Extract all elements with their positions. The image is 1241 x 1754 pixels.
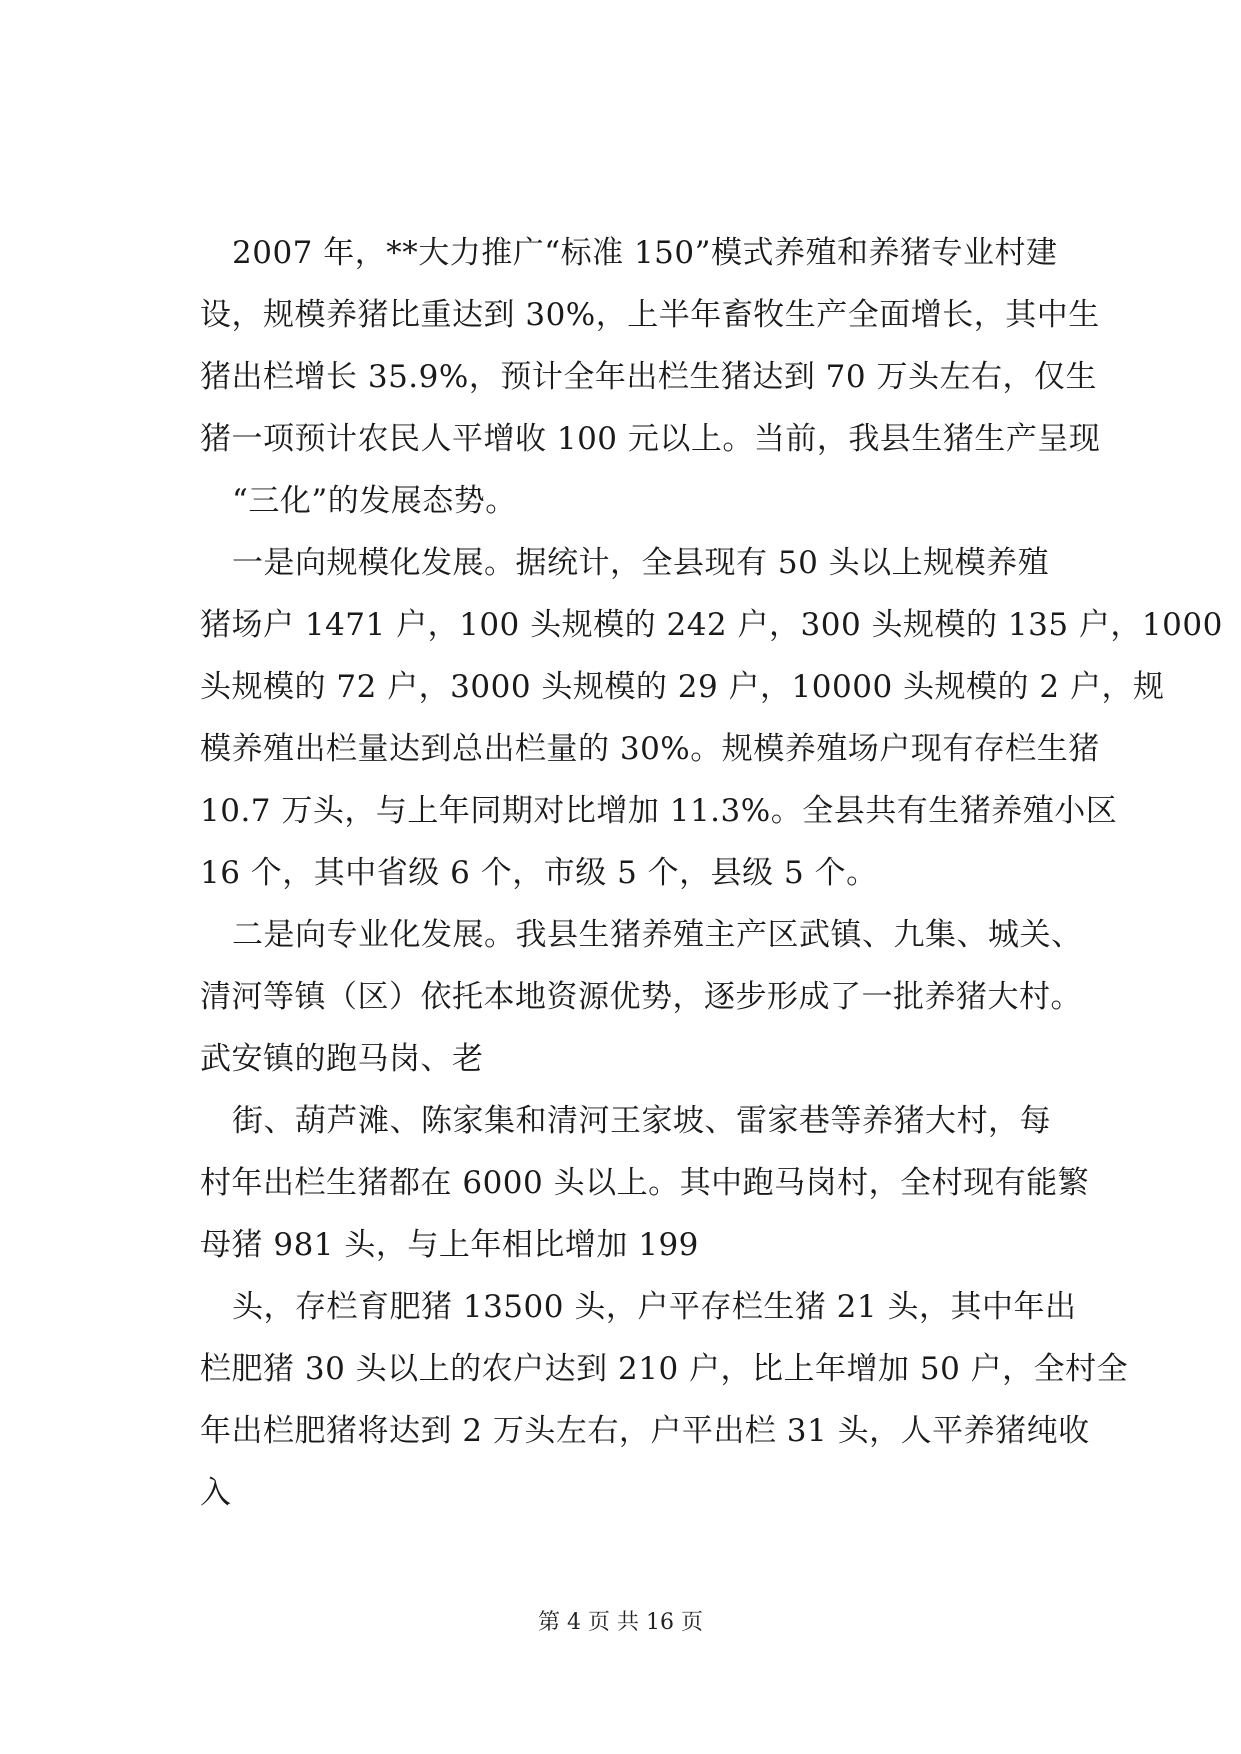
text-line: 栏肥猪 30 头以上的农户达到 210 户，比上年增加 50 户，全村全 xyxy=(200,1351,1129,1387)
text-line: 模养殖出栏量达到总出栏量的 30%。规模养殖场户现有存栏生猪 xyxy=(200,731,1100,767)
text-line: 猪出栏增长 35.9%，预计全年出栏生猪达到 70 万头左右，仅生 xyxy=(200,359,1097,395)
text-line: “三化”的发展态势。 xyxy=(232,483,517,519)
page-footer: 第 4 页 共 16 页 xyxy=(538,1610,703,1635)
text-line: 猪一项预计农民人平增收 100 元以上。当前，我县生猪生产呈现 xyxy=(200,421,1101,457)
text-line: 设，规模养猪比重达到 30%，上半年畜牧生产全面增长，其中生 xyxy=(200,297,1100,333)
text-line: 猪场户 1471 户，100 头规模的 242 户，300 头规模的 135 户，1000 xyxy=(200,607,1223,643)
text-line: 清河等镇（区）依托本地资源优势，逐步形成了一批养猪大村。 xyxy=(200,979,1082,1015)
text-line: 一是向规模化发展。据统计，全县现有 50 头以上规模养殖 xyxy=(232,545,1050,581)
text-line: 年出栏肥猪将达到 2 万头左右，户平出栏 31 头，人平养猪纯收 xyxy=(200,1413,1090,1449)
text-line: 10.7 万头，与上年同期对比增加 11.3%。全县共有生猪养殖小区 xyxy=(200,793,1118,829)
text-line: 头，存栏育肥猪 13500 头，户平存栏生猪 21 头，其中年出 xyxy=(232,1289,1077,1325)
text-line: 二是向专业化发展。我县生猪养殖主产区武镇、九集、城关、 xyxy=(232,917,1083,953)
text-line: 2007 年，**大力推广“标准 150”模式养殖和养猪专业村建 xyxy=(232,235,1058,271)
text-line: 街、葫芦滩、陈家集和清河王家坡、雷家巷等养猪大村，每 xyxy=(232,1103,1051,1139)
text-line: 16 个，其中省级 6 个，市级 5 个，县级 5 个。 xyxy=(200,855,878,891)
text-line: 武安镇的跑马岗、老 xyxy=(200,1041,484,1077)
text-line: 入 xyxy=(200,1475,232,1511)
text-line: 母猪 981 头，与上年相比增加 199 xyxy=(200,1227,699,1263)
text-line: 村年出栏生猪都在 6000 头以上。其中跑马岗村，全村现有能繁 xyxy=(200,1165,1090,1201)
body-text xyxy=(200,222,1223,1524)
text-line: 头规模的 72 户，3000 头规模的 29 户，10000 头规模的 2 户，规 xyxy=(200,669,1165,705)
